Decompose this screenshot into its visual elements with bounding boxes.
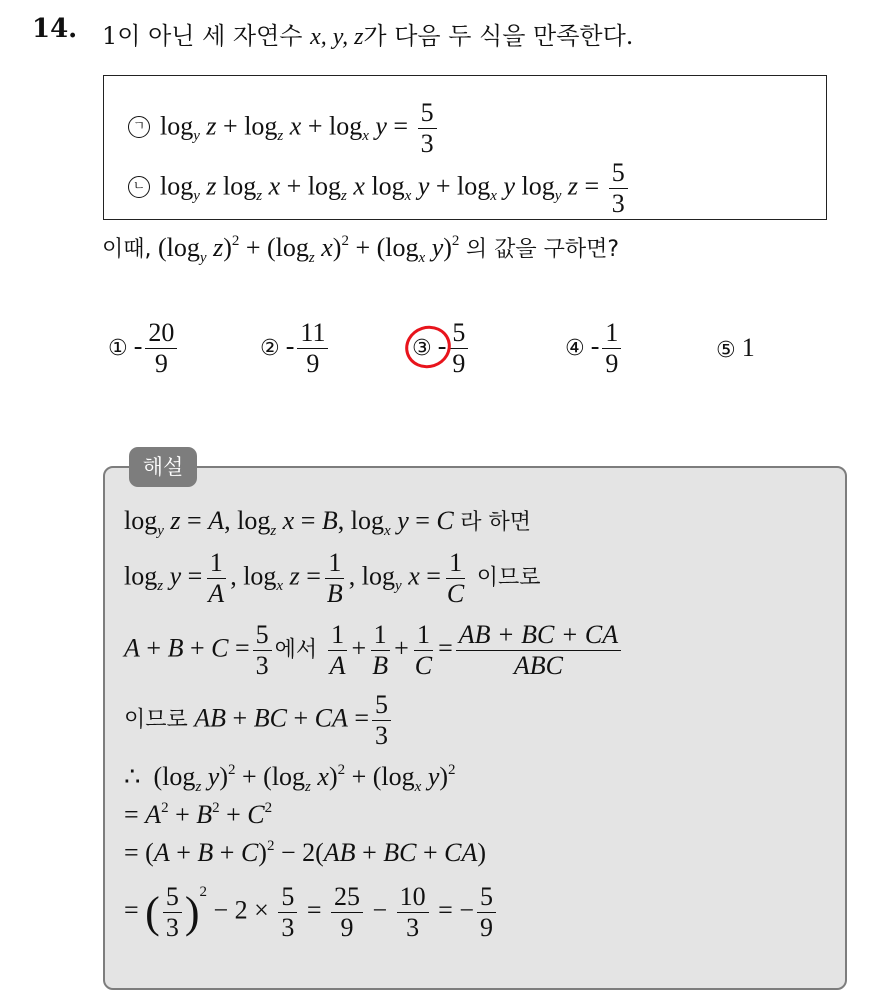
choice-3-mark: ③	[412, 336, 432, 361]
question-vars: x, y, z	[310, 24, 364, 50]
condition-1-fraction	[418, 98, 437, 159]
choice-1-denominator: 9	[154, 349, 168, 378]
choice-3-sign: -	[437, 331, 447, 361]
choice-4-mark: ④	[565, 336, 585, 361]
condition-2-fraction	[609, 158, 628, 219]
choice-4-sign: -	[590, 331, 600, 361]
solution-line-4-prefix: 이므로	[124, 707, 188, 733]
solution-line-6: = $A^2 + B^2 + C^2$	[124, 800, 273, 829]
solution-tag: 해설	[129, 447, 197, 487]
solution-line-1: $\log_y z = A$, $\log_z x = B$, $\log_x y = C$ 라 하면	[124, 506, 531, 539]
choice-4-numerator: 1	[602, 318, 621, 349]
choice-2-sign: -	[285, 331, 295, 361]
condition-2: ㄴ $\log_y z$ $\log_z x + \log_z x$ $\log_x y + \log_x y$ $\log_y z$ = $\frac{5}{3}$	[128, 158, 631, 219]
choice-1-sign: -	[133, 331, 143, 361]
choice-1[interactable]	[108, 318, 180, 379]
solution-final-fraction	[477, 882, 496, 943]
condition-2-mark: ㄴ	[128, 176, 150, 198]
solution-line-4: 이므로 AB + BC + CA = $\frac{5}{3}$	[124, 690, 394, 751]
choice-1-numerator: 20	[145, 318, 177, 349]
choice-4-fraction	[602, 318, 621, 379]
condition-1-mark: ㄱ	[128, 116, 150, 138]
choice-4[interactable]	[565, 318, 624, 379]
question-text-suffix: 가 다음 두 식을 만족한다.	[363, 22, 634, 50]
condition-2-numerator: 5	[609, 158, 628, 189]
solution-line-8: = ( $\frac{5}{3}$ )$^2$ − 2 × $\frac{5}{3}$ = $\frac{25}{9}$ − $\frac{10}{3}$ = − $\frac{5}{9}$	[124, 882, 499, 943]
choice-2-fraction	[297, 318, 328, 379]
choice-1-mark: ①	[108, 336, 128, 361]
condition-2-denominator: 3	[611, 189, 625, 218]
question-text	[102, 16, 633, 51]
solution-line-5: ∴ ($\log_z$ $y)^2 + (\log_z$ $x)^2 + (\log_x$ y)$^2$	[124, 762, 456, 795]
ask-suffix: 의 값을 구하면?	[465, 237, 620, 262]
solution-line-2: $\log_z y$ = $\frac{1}{A}$ , $\log_x z$ = $\frac{1}{B}$ , $\log_y x$ = $\frac{1}{C}$ 이므로	[124, 548, 541, 608]
choice-1-fraction	[145, 318, 177, 379]
solution-line-7: = $(A + B + C)^2 - 2(AB$ + BC + CA)	[124, 838, 487, 867]
condition-1-numerator: 5	[418, 98, 437, 129]
question-ask: 이때, ($\log_y$ $z)^2 + (\log_z$ $x)^2 + (\log_x$ y)$^2$ 의 값을 구하면?	[102, 233, 620, 266]
choice-2[interactable]	[260, 318, 331, 379]
choice-3-fraction	[449, 318, 468, 379]
condition-1: ㄱ $\log_y z + \log_z x + \log_x y$ = $\frac{5}{3}$	[128, 98, 440, 159]
question-number: 14.	[32, 14, 78, 44]
choice-5[interactable]	[716, 333, 755, 363]
solution-line-3: A + B + C = $\frac{5}{3}$ 에서 $\frac{1}{A}$ + $\frac{1}{B}$ + $\frac{1}{C}$ = $\frac{AB + BC + CA}{\text{ABC}}$	[124, 620, 624, 681]
ask-prefix: 이때,	[102, 237, 152, 262]
question-text-prefix: 1이 아닌 세 자연수	[102, 22, 303, 50]
solution-line-2-suffix: 이므로	[476, 565, 541, 591]
solution-line-1-suffix: 라 하면	[460, 510, 531, 535]
solution-line-3-mid: 에서	[274, 637, 318, 663]
choice-2-numerator: 11	[297, 318, 328, 349]
condition-1-denominator: 3	[420, 129, 434, 158]
choice-2-mark: ②	[260, 336, 280, 361]
choice-3-numerator: 5	[449, 318, 468, 349]
choice-5-mark: ⑤	[716, 337, 736, 363]
solution-final-numerator: 5	[477, 882, 496, 913]
choice-4-denominator: 9	[605, 349, 619, 378]
choice-5-value: 1	[741, 333, 755, 362]
choice-2-denominator: 9	[306, 349, 320, 378]
solution-final-denominator: 9	[479, 913, 493, 942]
choice-3-denominator: 9	[452, 349, 466, 378]
